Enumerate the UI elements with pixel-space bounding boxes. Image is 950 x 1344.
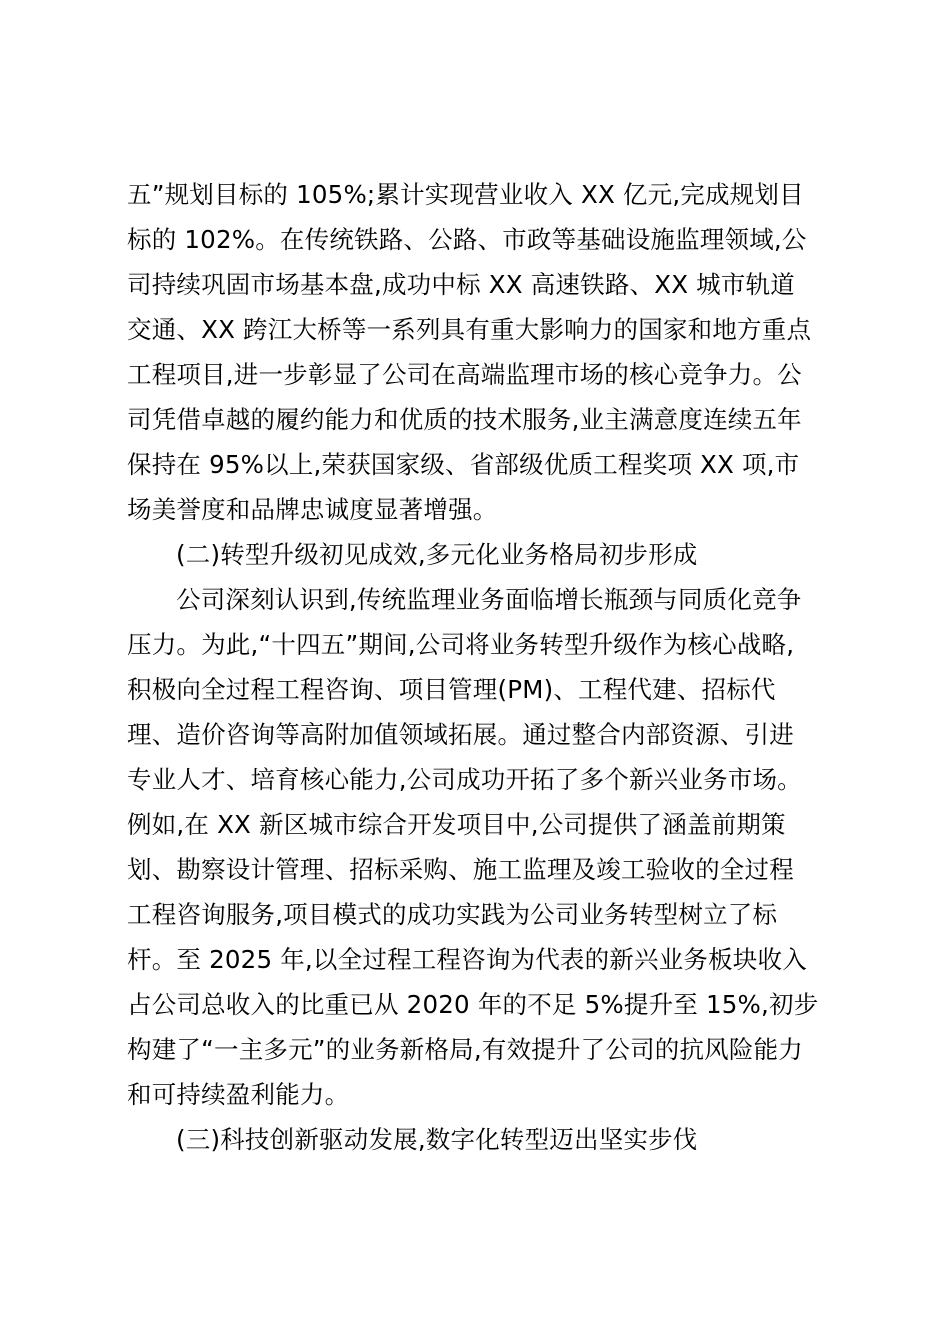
paragraph-line: 专业人才、培育核心能力,公司成功开拓了多个新兴业务市场。 [127,765,802,794]
paragraph-line: 积极向全过程工程咨询、项目管理(PM)、工程代建、招标代 [127,675,776,704]
paragraph-line: 交通、XX 跨江大桥等一系列具有重大影响力的国家和地方重点 [127,315,812,344]
paragraph-line: 保持在 95%以上,荣获国家级、省部级优质工程奖项 XX 项,市 [127,450,800,479]
paragraph-line: 工程项目,进一步彰显了公司在高端监理市场的核心竞争力。公 [127,360,802,389]
paragraph-line: 例如,在 XX 新区城市综合开发项目中,公司提供了涵盖前期策 [127,810,786,839]
section-heading: (三)科技创新驱动发展,数字化转型迈出坚实步伐 [176,1125,698,1154]
paragraph-line: 五”规划目标的 105%;累计实现营业收入 XX 亿元,完成规划目 [127,180,804,209]
paragraph-line: 司持续巩固市场基本盘,成功中标 XX 高速铁路、XX 城市轨道 [127,270,795,299]
section-heading: (二)转型升级初见成效,多元化业务格局初步形成 [176,540,698,569]
paragraph-line: 场美誉度和品牌忠诚度显著增强。 [127,495,498,524]
paragraph-line: 划、勘察设计管理、招标采购、施工监理及竣工验收的全过程 [127,855,794,884]
paragraph-line: 公司深刻认识到,传统监理业务面临增长瓶颈与同质化竞争 [176,585,802,614]
paragraph-line: 理、造价咨询等高附加值领域拓展。通过整合内部资源、引进 [127,720,794,749]
paragraph-line: 占公司总收入的比重已从 2020 年的不足 5%提升至 15%,初步 [127,990,819,1019]
paragraph-line: 工程咨询服务,项目模式的成功实践为公司业务转型树立了标 [127,900,778,929]
paragraph-line: 标的 102%。在传统铁路、公路、市政等基础设施监理领域,公 [127,225,807,254]
paragraph-line: 和可持续盈利能力。 [127,1080,350,1109]
paragraph-line: 压力。为此,“十四五”期间,公司将业务转型升级作为核心战略, [127,630,795,659]
paragraph-line: 杆。至 2025 年,以全过程工程咨询为代表的新兴业务板块收入 [127,945,807,974]
paragraph-line: 司凭借卓越的履约能力和优质的技术服务,业主满意度连续五年 [127,405,802,434]
paragraph-line: 构建了“一主多元”的业务新格局,有效提升了公司的抗风险能力 [127,1035,803,1064]
